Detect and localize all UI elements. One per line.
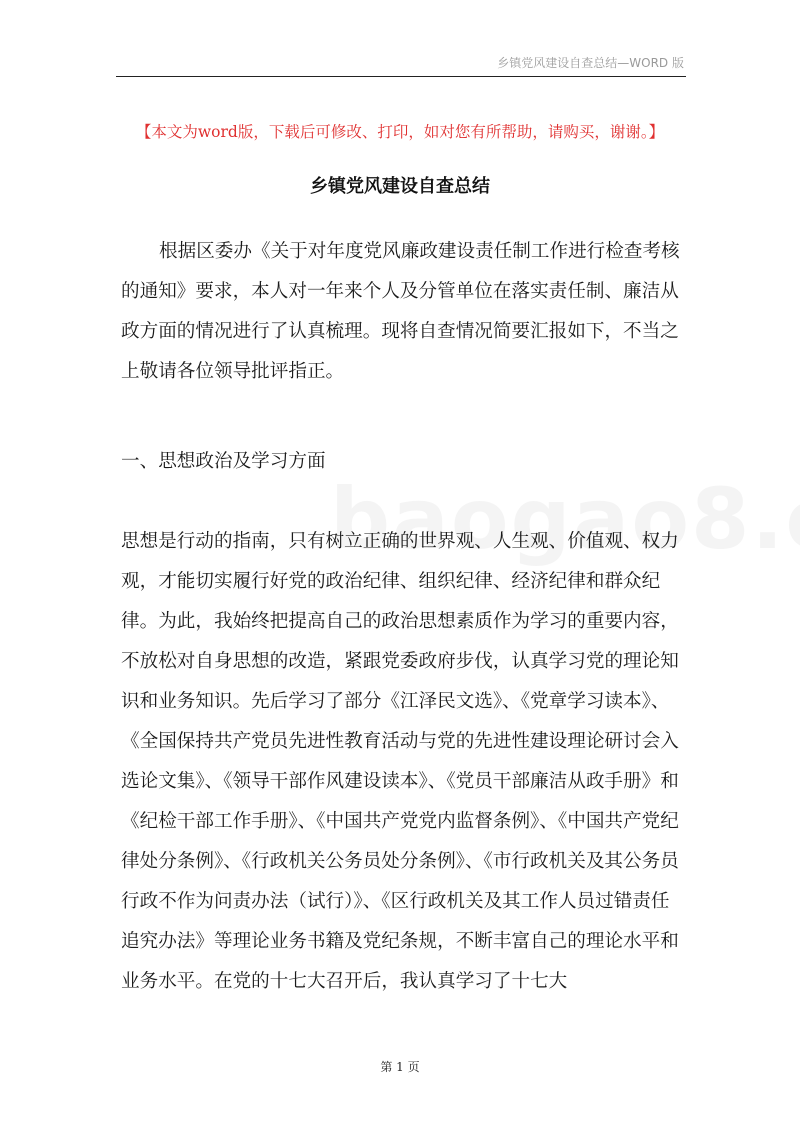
running-header: 乡镇党风建设自查总结—WORD 版 — [497, 56, 684, 70]
document-title: 乡镇党风建设自查总结 — [310, 176, 490, 197]
section-paragraph: 思想是行动的指南，只有树立正确的世界观、人生观、价值观、权力观，才能切实履行好党的政治纪律、组织纪律、经济纪律和群众纪律。为此，我始终把提高自己的政治思想素质作为学习的重要内容，不放松对自身思想的改造，紧跟党委政府步伐，认真学习党的理论知识和业务知识。先后学习了部分《江泽民文选》、《党章学习读本》、《全国保持共产党员先进性教育活动与党的先进性建设理论研讨会入选论文集》、《领导干部作风建设读本》、《党员干部廉洁从政手册》和《纪检干部工作手册》、《中国共产党党内监督条例》、《中国共产党纪律处分条例》、《行政机关公务员处分条例》、《市行政机关及其公务员行政不作为问责办法（试行）》、《区行政机关及其工作人员过错责任追究办法》等理论业务书籍及党纪条规，不断丰富自己的理论水平和业务水平。在党的十七大召开后，我认真学习了十七大 — [121, 531, 679, 992]
section-heading: 一、思想政治及学习方面 — [121, 451, 326, 472]
purchase-notice: 【本文为word版，下载后可修改、打印，如对您有所帮助，请购买，谢谢。】 — [135, 123, 665, 141]
header-divider — [116, 76, 686, 77]
page-number: 第 1 页 — [380, 1060, 420, 1074]
intro-paragraph: 根据区委办《关于对年度党风廉政建设责任制工作进行检查考核的通知》要求，本人对一年来个人及分管单位在落实责任制、廉洁从政方面的情况进行了认真梳理。现将自查情况简要汇报如下，不当之上敬请各位领导批评指正。 — [121, 241, 680, 382]
